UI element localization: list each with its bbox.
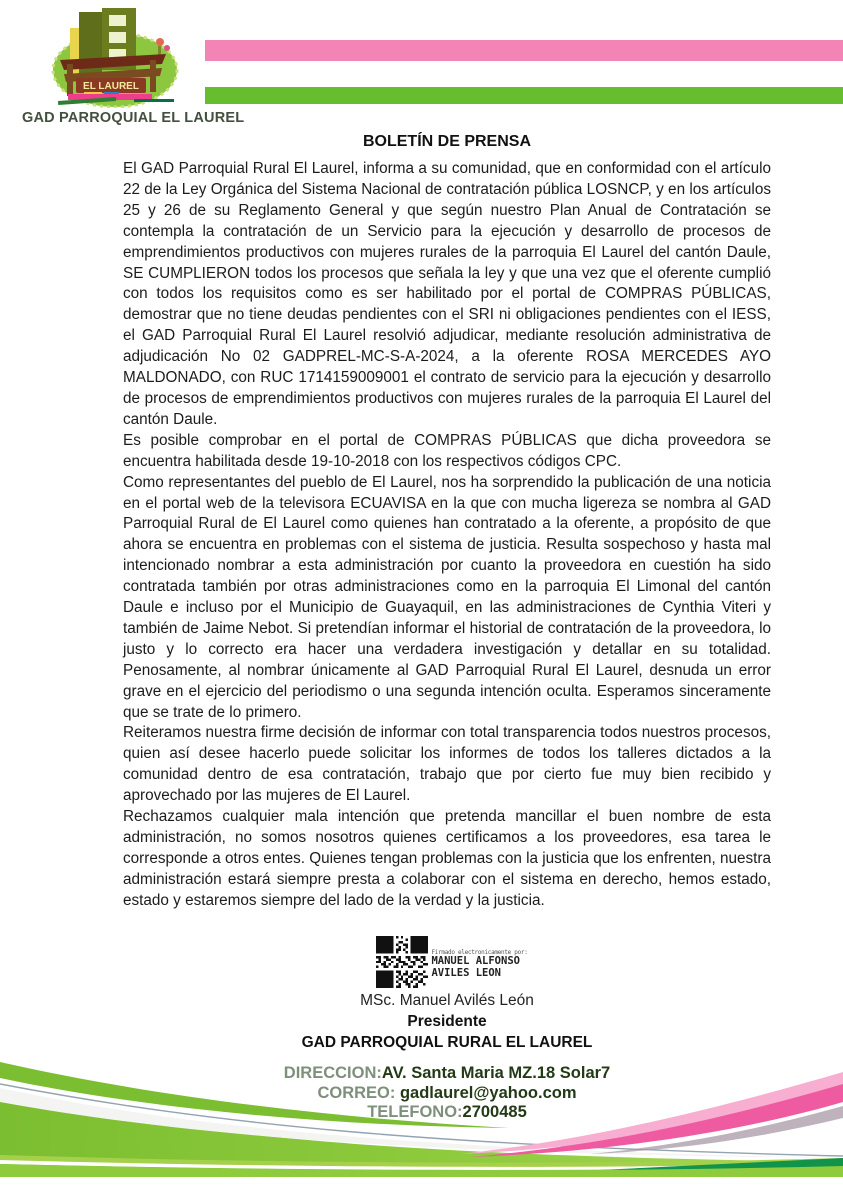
address-value: AV. Santa Maria MZ.18 Solar7 bbox=[381, 1064, 611, 1082]
org-wordmark: GAD PARROQUIAL EL LAUREL bbox=[22, 110, 245, 126]
signer-organization: GAD PARROQUIAL RURAL EL LAUREL bbox=[301, 1034, 593, 1051]
signer-name: MSc. Manuel Avilés León bbox=[360, 992, 534, 1009]
footer-email-line bbox=[123, 1084, 771, 1104]
phone-value: 2700485 bbox=[462, 1103, 527, 1121]
stamp-name-line1: MANUEL ALFONSO bbox=[431, 955, 520, 967]
footer-address-line bbox=[123, 1064, 771, 1084]
page-title: BOLETÍN DE PRENSA bbox=[362, 133, 531, 150]
el-laurel-logo-icon bbox=[40, 6, 180, 108]
address-label: DIRECCION: bbox=[283, 1064, 382, 1082]
paragraph-5: Rechazamos cualquier mala intención que pretenda mancillar el buen nombre de esta administración, no somos nosotros quienes certificamos a los proveedores, esa tarea le corresponde a otros entes. Quienes tengan problemas con la justicia que los enfrenten, nuestra administración estará siempre presta a colaborar con el sistema en derecho, hemos estado, estado y estaremos siempre del lado de la verdad y la justicia. bbox=[123, 808, 771, 909]
stamp-name-line2: AVILES LEON bbox=[431, 966, 502, 979]
press-release-body bbox=[123, 159, 771, 912]
signer-role: Presidente bbox=[407, 1013, 487, 1030]
header-green-bar bbox=[205, 87, 843, 104]
paragraph-1: El GAD Parroquial Rural El Laurel, informa a su comunidad, que en conformidad con el artículo 22 de la Ley Orgánica del Sistema Nacional de contratación pública LOSNCP, y en los artículos 25 y 26 de su Reglamento General y que según nuestro Plan Anual de Contratación se contempla la contratación de un Servicio para la ejecución y desarrollo de procesos de emprendimientos productivos con mujeres rurales de la parroquia El Laurel del cantón Daule, SE CUMPLIERON todos los procesos que señala la ley y que una vez que el oferente cumplió con todos los requisitos como es ser habilitado por el portal de COMPRAS PÚBLICAS, demostrar que no tiene deudas pendientes con el SRI ni obligaciones pendientes con el IESS, el GAD Parroquial Rural El Laurel resolvió adjudicar, mediante resolución administrativa de adjudicación No 02 GADPREL-MC-S-A-2024, a la oferente ROSA MERCEDES AYO MALDONADO, con RUC 1714159009001 el contrato de servicio para la ejecución y desarrollo de procesos de emprendimientos productivos con mujeres rurales de la parroquia El Laurel del cantón Daule. bbox=[123, 160, 771, 428]
stamp-text bbox=[431, 934, 527, 979]
signature-block bbox=[123, 934, 771, 1052]
paragraph-3: Como representantes del pueblo de El Laurel, nos ha sorprendido la publicación de una noticia en el portal web de la televisora ECUAVISA en la que con mucha ligereza se nombra al GAD Parroquial Rural de El Laurel como quienes han contratado a la oferente, a propósito de que ahora se encuentra en problemas con el sistema de justicia. Resulta sospechoso y hasta mal intencionado nombrar a esta administración por cuanto la proveedora en cuestión ha sido contratada también por otras administraciones como en la parroquia El Limonal del cantón Daule e incluso por el Municipio de Guayaquil, en las administraciones de Cynthia Viteri y también de Jaime Nebot. Si pretendían informar el historial de contratación de la proveedora, lo justo y lo correcto era hacer una verdadera investigación y detallar en su totalidad. Penosamente, al nombrar únicamente al GAD Parroquial Rural El Laurel, desnuda un error grave en el ejercicio del periodismo o una segunda intención oculta. Esperamos sinceramente que se trate de lo primero. bbox=[123, 473, 771, 721]
electronic-signature-stamp bbox=[133, 934, 771, 990]
footer-contact-block bbox=[123, 1064, 771, 1123]
email-value: gadlaurel@yahoo.com bbox=[399, 1083, 577, 1102]
qr-code-icon bbox=[376, 934, 428, 990]
paragraph-2: Es posible comprobar en el portal de COMPRAS PÚBLICAS que dicha proveedora se encuentra habilitada desde 19-10-2018 con los respectivos códigos CPC. bbox=[123, 431, 771, 470]
stamp-caption: Firmado electronicamente por: bbox=[431, 949, 528, 956]
footer-phone-line bbox=[123, 1103, 771, 1123]
logo-banner-text: EL LAUREL bbox=[82, 81, 139, 92]
org-logo bbox=[22, 6, 245, 126]
header-pink-bar bbox=[205, 40, 843, 61]
email-label: CORREO: bbox=[317, 1083, 400, 1102]
paragraph-4: Reiteramos nuestra firme decisión de informar con total transparencia todos nuestros procesos, quien así desee hacerlo puede solicitar los informes de todos los talleres dictados a la comunidad dentro de esa contratación, trabajo que por cierto fue muy bien recibido y aprovechado por las mujeres de El Laurel. bbox=[123, 724, 771, 805]
phone-label: TELEFONO: bbox=[367, 1103, 463, 1121]
